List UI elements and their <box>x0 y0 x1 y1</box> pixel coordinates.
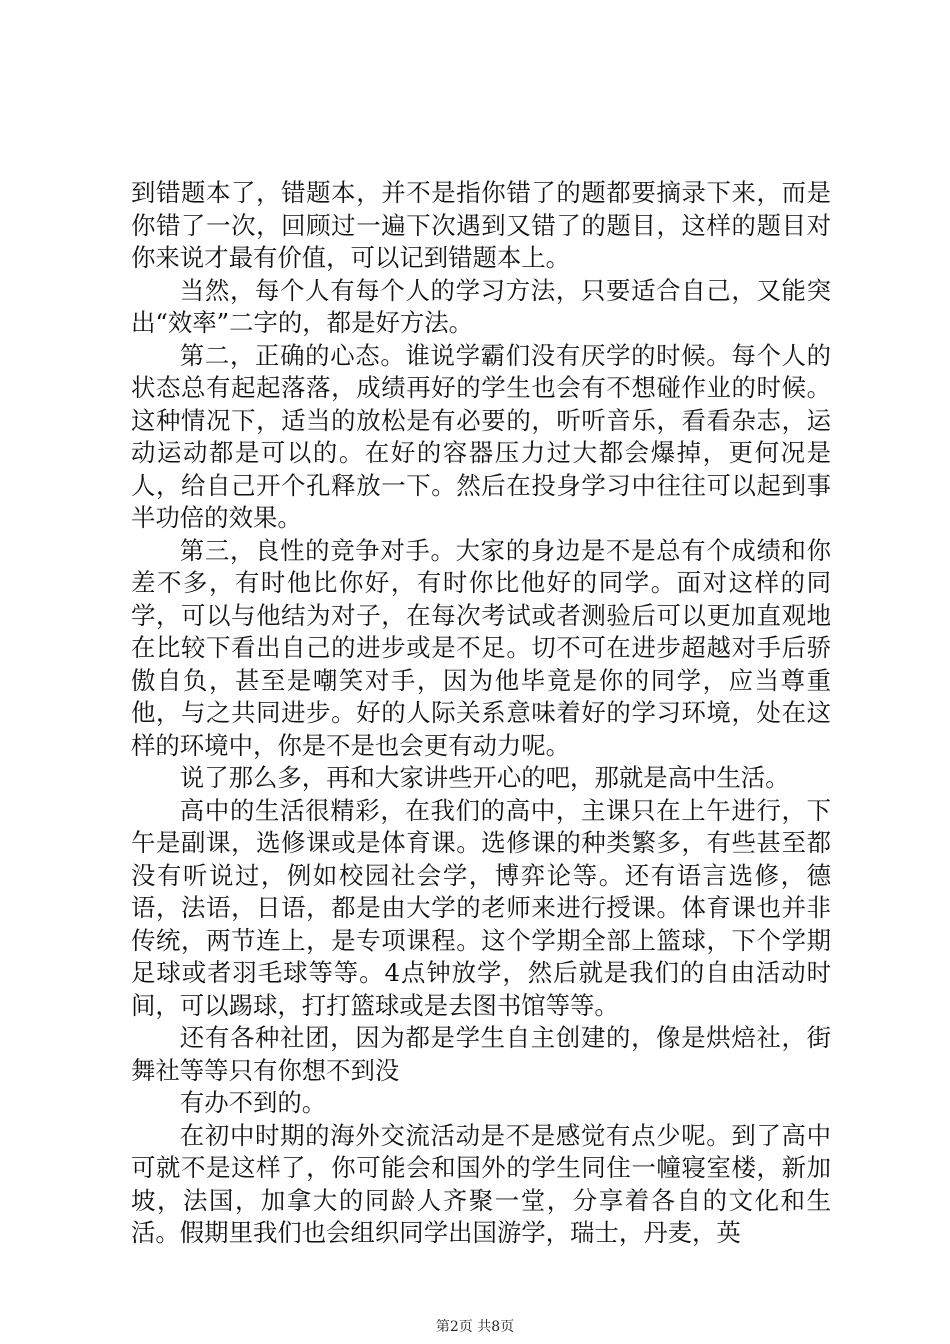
paragraph-5: 说了那么多，再和大家讲些开心的吧，那就是高中生活。 <box>179 763 790 792</box>
paragraph-3: 第二，正确的心态。谁说学霸们没有厌学的时候。每个人的状态总有起起落落，成绩再好的学生也会有不想碰作业的时候。这种情况下，适当的放松是有必要的，听听音乐，看看杂志，运动运动都是可以的。在好的容器压力过大都会爆掉，更何况是人，给自己开个孔释放一下。然后在投身学习中往往可以起到事半功倍的效果。 <box>131 340 831 532</box>
paragraph-9: 在初中时期的海外交流活动是不是感觉有点少呢。到了高中可就不是这样了，你可能会和国外的学生同住一幢寝室楼，新加坡，法国，加拿大的同龄人齐聚一堂，分享着各自的文化和生活。假期里我们也会组织同学出国游学，瑞士，丹麦，英 <box>131 1120 831 1247</box>
paragraph-8: 有办不到的。 <box>179 1088 327 1117</box>
paragraph-1: 到错题本了，错题本，并不是指你错了的题都要摘录下来，而是你错了一次，回顾过一遍下次遇到又错了的题目，这样的题目对你来说才最有价值，可以记到错题本上。 <box>131 178 831 272</box>
paragraph-2: 当然，每个人有每个人的学习方法，只要适合自己，又能突出“效率”二字的，都是好方法。 <box>131 275 831 337</box>
paragraph-7: 还有各种社团，因为都是学生自主创建的，像是烘焙社，街舞社等等只有你想不到没 <box>131 1023 831 1085</box>
page-footer: 第2页 共8页 <box>435 1319 515 1335</box>
paragraph-4: 第三，良性的竞争对手。大家的身边是不是总有个成绩和你差不多，有时他比你好，有时你比他好的同学。面对这样的同学，可以与他结为对子，在每次考试或者测验后可以更加直观地在比较下看出自己的进步或是不足。切不可在进步超越对手后骄傲自负，甚至是嘲笑对手，因为他毕竟是你的同学，应当尊重他，与之共同进步。好的人际关系意味着好的学习环境，处在这样的环境中，你是不是也会更有动力呢。 <box>131 535 831 760</box>
paragraph-6: 高中的生活很精彩，在我们的高中，主课只在上午进行，下午是副课，选修课或是体育课。选修课的种类繁多，有些甚至都没有听说过，例如校园社会学，博弈论等。还有语言选修，德语，法语，日语，都是由大学的老师来进行授课。体育课也并非传统，两节连上，是专项课程。这个学期全部上篮球，下个学期足球或者羽毛球等等。4点钟放学，然后就是我们的自由活动时间，可以踢球，打打篮球或是去图书馆等等。 <box>131 795 831 1020</box>
body-text <box>131 177 831 1250</box>
